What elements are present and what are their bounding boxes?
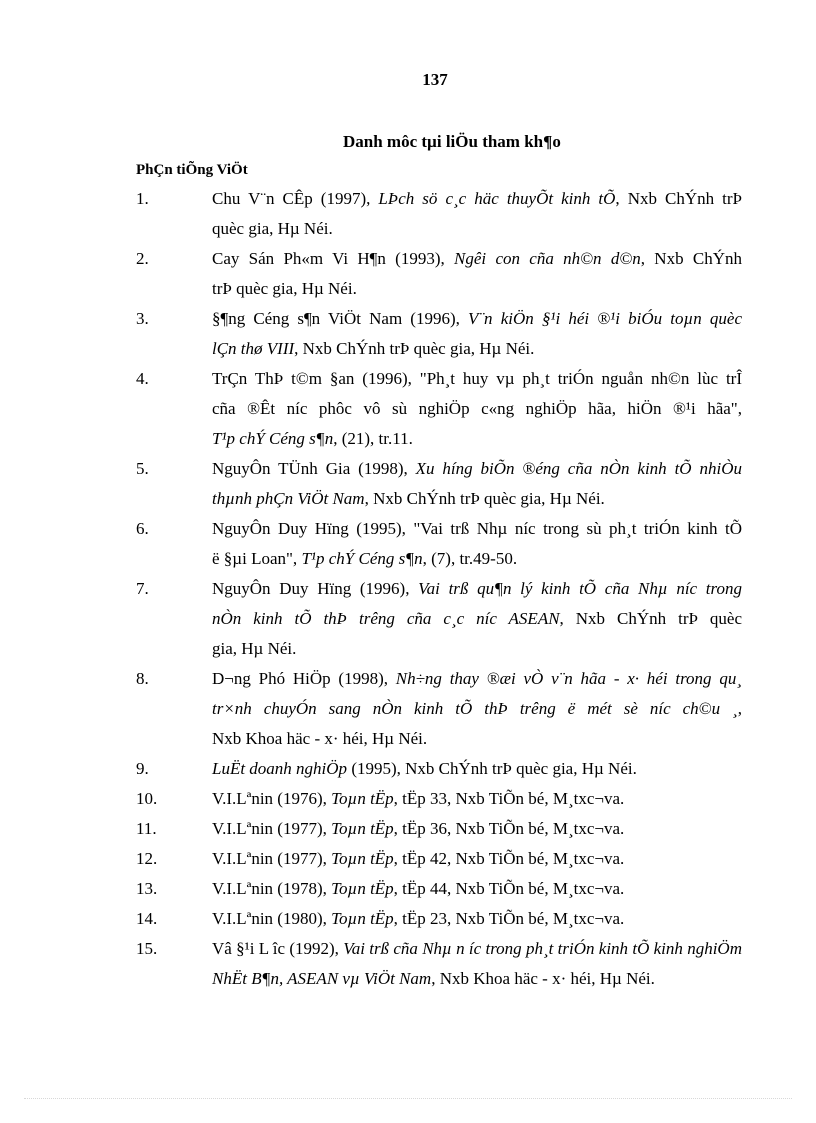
reference-text <box>212 754 742 784</box>
reference-item <box>136 754 742 784</box>
reference-text <box>212 904 742 934</box>
reference-segment: TrÇn ThÞ t©m §an (1996), "Ph¸t huy vµ ph¸t triÓn nguån nh©n lùc trÎ <box>212 369 742 388</box>
reference-segment: D¬ng Phó HiÖp (1998), <box>212 669 396 688</box>
reference-segment: V.I.Lªnin (1977), <box>212 819 332 838</box>
reference-segment: , Nxb Khoa häc - x· héi, Hµ Néi. <box>431 969 655 988</box>
reference-segment: , Nxb ChÝnh trÞ quèc gia, Hµ Néi. <box>364 489 605 508</box>
reference-number: 6. <box>136 519 149 538</box>
reference-title-segment: Toµn tËp <box>331 849 394 868</box>
reference-segment: , tËp 44, Nxb TiÕn bé, M¸txc¬va. <box>393 879 625 898</box>
reference-number: 9. <box>136 759 149 778</box>
reference-segment: , Nxb ChÝnh trÞ quèc <box>559 609 742 628</box>
reference-text <box>212 184 742 244</box>
reference-text <box>212 514 742 574</box>
reference-title-segment: tr×nh chuyÓn sang nÒn kinh tÕ thÞ trêng ë mét sè níc ch©u ¸ <box>212 699 738 718</box>
reference-list <box>136 184 742 994</box>
reference-segment: §¶ng Céng s¶n ViÖt Nam (1996), <box>212 309 469 328</box>
reference-segment: NguyÔn Duy Hïng (1995), "Vai trß Nhµ níc trong sù ph¸t triÓn kinh tÕ <box>212 519 742 538</box>
reference-segment: Cay Sán Ph«m Vi H¶n (1993), <box>212 249 455 268</box>
reference-item <box>136 184 742 244</box>
reference-number: 5. <box>136 459 149 478</box>
reference-line <box>212 274 742 304</box>
reference-line <box>212 634 742 664</box>
reference-title-segment: Toµn tËp <box>331 819 394 838</box>
reference-segment: V.I.Lªnin (1978), <box>212 879 332 898</box>
reference-line <box>212 184 742 214</box>
reference-line <box>212 724 742 754</box>
reference-line <box>212 334 742 364</box>
reference-item <box>136 784 742 814</box>
reference-segment: V.I.Lªnin (1977), <box>212 849 332 868</box>
reference-number: 14. <box>136 909 158 928</box>
reference-line <box>212 424 742 454</box>
reference-segment: trÞ quèc gia, Hµ Néi. <box>212 279 357 298</box>
reference-line <box>212 814 742 844</box>
reference-text <box>212 814 742 844</box>
reference-title-segment: NhËt B¶n, ASEAN vµ ViÖt Nam <box>212 969 432 988</box>
reference-segment: , tËp 36, Nxb TiÕn bé, M¸txc¬va. <box>393 819 625 838</box>
reference-title-segment: Vai trß cña Nhµ n íc trong ph¸t triÓn kinh tÕ kinh nghiÖm <box>343 939 742 958</box>
reference-line <box>212 544 742 574</box>
reference-text <box>212 844 742 874</box>
reference-segment: (1995), Nxb ChÝnh trÞ quèc gia, Hµ Néi. <box>347 759 637 778</box>
reference-item <box>136 574 742 664</box>
reference-segment: , <box>737 699 742 718</box>
reference-text <box>212 364 742 454</box>
reference-number: 1. <box>136 189 149 208</box>
reference-segment: Nxb Khoa häc - x· héi, Hµ Néi. <box>212 729 428 748</box>
reference-item <box>136 304 742 364</box>
reference-segment: , (7), tr.49-50. <box>422 549 518 568</box>
reference-line <box>212 574 742 604</box>
reference-line <box>212 604 742 634</box>
reference-number: 3. <box>136 309 149 328</box>
reference-text <box>212 934 742 994</box>
reference-number: 12. <box>136 849 158 868</box>
reference-line <box>212 874 742 904</box>
section-heading: PhÇn tiÕng ViÖt <box>136 162 248 178</box>
reference-segment: , tËp 42, Nxb TiÕn bé, M¸txc¬va. <box>393 849 625 868</box>
reference-number: 11. <box>136 819 157 838</box>
reference-segment: V.I.Lªnin (1976), <box>212 789 332 808</box>
reference-number: 2. <box>136 249 149 268</box>
reference-line <box>212 244 742 274</box>
reference-line <box>212 754 742 784</box>
reference-item <box>136 664 742 754</box>
reference-number: 4. <box>136 369 149 388</box>
reference-title-segment: thµnh phÇn ViÖt Nam <box>212 489 365 508</box>
reference-text <box>212 784 742 814</box>
reference-line <box>212 454 742 484</box>
reference-text <box>212 244 742 304</box>
reference-title-segment: V¨n kiÖn §¹i héi ®¹i biÓu toµn quèc <box>468 309 742 328</box>
reference-segment: , (21), tr.11. <box>333 429 413 448</box>
reference-title-segment: lÇn thø VIII <box>212 339 295 358</box>
reference-number: 7. <box>136 579 149 598</box>
page-title: Danh môc tµi liÖu tham kh¶o <box>343 132 561 151</box>
reference-line <box>212 694 742 724</box>
reference-line <box>212 514 742 544</box>
reference-line <box>212 364 742 394</box>
reference-segment: , tËp 23, Nxb TiÕn bé, M¸txc¬va. <box>393 909 625 928</box>
reference-segment: gia, Hµ Néi. <box>212 639 297 658</box>
reference-line <box>212 934 742 964</box>
reference-title-segment: Toµn tËp <box>331 789 394 808</box>
page-bottom-divider <box>24 1098 792 1099</box>
reference-title-segment: nÒn kinh tÕ thÞ trêng cña c¸c níc ASEAN <box>212 609 560 628</box>
reference-item <box>136 454 742 514</box>
reference-line <box>212 964 742 994</box>
reference-title-segment: Ngêi con cña nh©n d©n <box>454 249 641 268</box>
reference-segment: quèc gia, Hµ Néi. <box>212 219 333 238</box>
reference-segment: V.I.Lªnin (1980), <box>212 909 332 928</box>
reference-title-segment: Xu híng biÕn ®éng cña nÒn kinh tÕ nhiÒu <box>415 459 742 478</box>
reference-segment: , Nxb ChÝnh <box>640 249 742 268</box>
reference-text <box>212 574 742 664</box>
reference-number: 13. <box>136 879 158 898</box>
reference-line <box>212 904 742 934</box>
reference-segment: , tËp 33, Nxb TiÕn bé, M¸txc¬va. <box>393 789 625 808</box>
reference-line <box>212 844 742 874</box>
reference-item <box>136 874 742 904</box>
reference-title-segment: LÞch sö c¸c häc thuyÕt kinh tÕ <box>378 189 616 208</box>
reference-item <box>136 814 742 844</box>
reference-segment: ë §µi Loan", <box>212 549 302 568</box>
reference-item <box>136 844 742 874</box>
reference-segment: , Nxb ChÝnh trÞ quèc gia, Hµ Néi. <box>294 339 535 358</box>
reference-segment: Vâ §¹i L îc (1992), <box>212 939 344 958</box>
reference-item <box>136 514 742 574</box>
reference-item <box>136 244 742 304</box>
reference-segment: , Nxb ChÝnh trÞ <box>615 189 742 208</box>
reference-title-segment: T¹p chÝ Céng s¶n <box>212 429 334 448</box>
reference-title-segment: Toµn tËp <box>331 879 394 898</box>
reference-item <box>136 904 742 934</box>
reference-title-segment: Vai trß qu¶n lý kinh tÕ cña Nhµ níc trong <box>418 579 742 598</box>
reference-segment: NguyÔn TÜnh Gia (1998), <box>212 459 416 478</box>
reference-text <box>212 304 742 364</box>
reference-text <box>212 874 742 904</box>
reference-item <box>136 364 742 454</box>
reference-text <box>212 664 742 754</box>
reference-title-segment: LuËt doanh nghiÖp <box>212 759 348 778</box>
reference-line <box>212 784 742 814</box>
reference-segment: cña ®Êt níc phôc vô sù nghiÖp c«ng nghiÖp hãa, hiÖn ®¹i hãa", <box>212 399 742 418</box>
reference-line <box>212 214 742 244</box>
reference-title-segment: Toµn tËp <box>331 909 394 928</box>
reference-segment: Chu V¨n CÊp (1997), <box>212 189 379 208</box>
reference-text <box>212 454 742 514</box>
reference-title-segment: T¹p chÝ Céng s¶n <box>301 549 423 568</box>
reference-line <box>212 484 742 514</box>
reference-line <box>212 664 742 694</box>
reference-number: 10. <box>136 789 158 808</box>
reference-number: 8. <box>136 669 149 688</box>
reference-title-segment: Nh÷ng thay ®æi vÒ v¨n hãa - x· héi trong qu¸ <box>395 669 742 688</box>
reference-segment: NguyÔn Duy Hïng (1996), <box>212 579 419 598</box>
reference-line <box>212 394 742 424</box>
reference-line <box>212 304 742 334</box>
reference-number: 15. <box>136 939 158 958</box>
reference-item <box>136 934 742 994</box>
page-number: 137 <box>422 70 448 89</box>
